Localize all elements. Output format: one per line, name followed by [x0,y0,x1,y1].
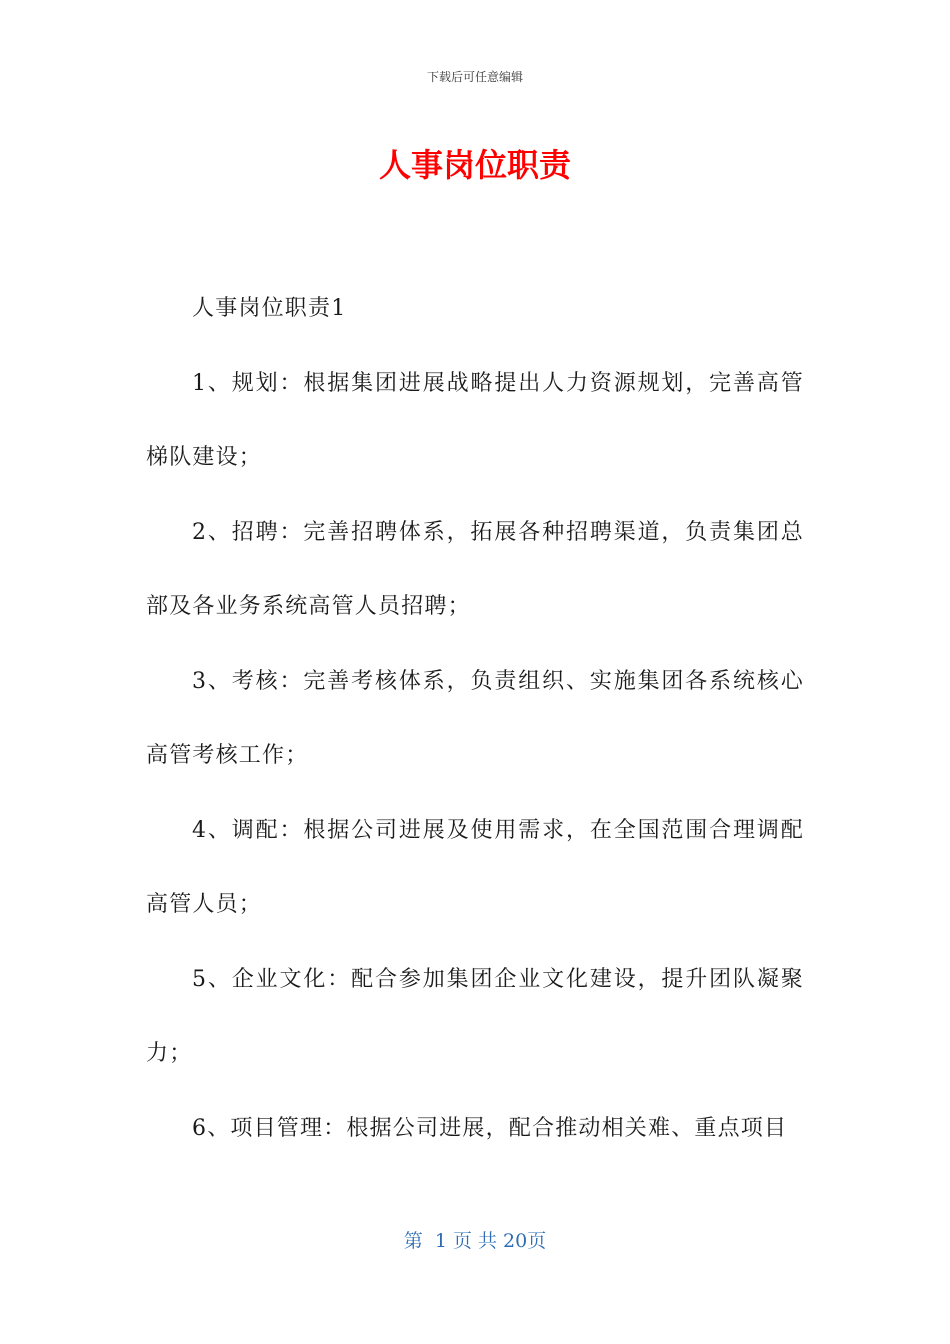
paragraph: 3、考核：完善考核体系，负责组织、实施集团各系统核心高管考核工作； [146,668,804,768]
paragraph: 2、招聘：完善招聘体系，拓展各种招聘渠道，负责集团总部及各业务系统高管人员招聘； [146,519,804,619]
paragraph: 6、项目管理：根据公司进展，配合推动相关难、重点项目 [192,1115,788,1141]
section-heading: 人事岗位职责1 [192,296,347,321]
paragraph: 5、企业文化：配合参加集团企业文化建设，提升团队凝聚力； [146,966,804,1066]
page-header-note: 下载后可任意编辑 [426,70,523,84]
page-number-footer: 第 1 页 共 20页 [403,1230,547,1252]
document-body [146,272,804,1166]
paragraph: 1、规划：根据集团进展战略提出人力资源规划，完善高管梯队建设； [146,370,804,470]
paragraph: 4、调配：根据公司进展及使用需求，在全国范围合理调配高管人员； [146,817,804,917]
document-title: 人事岗位职责 [378,146,571,184]
